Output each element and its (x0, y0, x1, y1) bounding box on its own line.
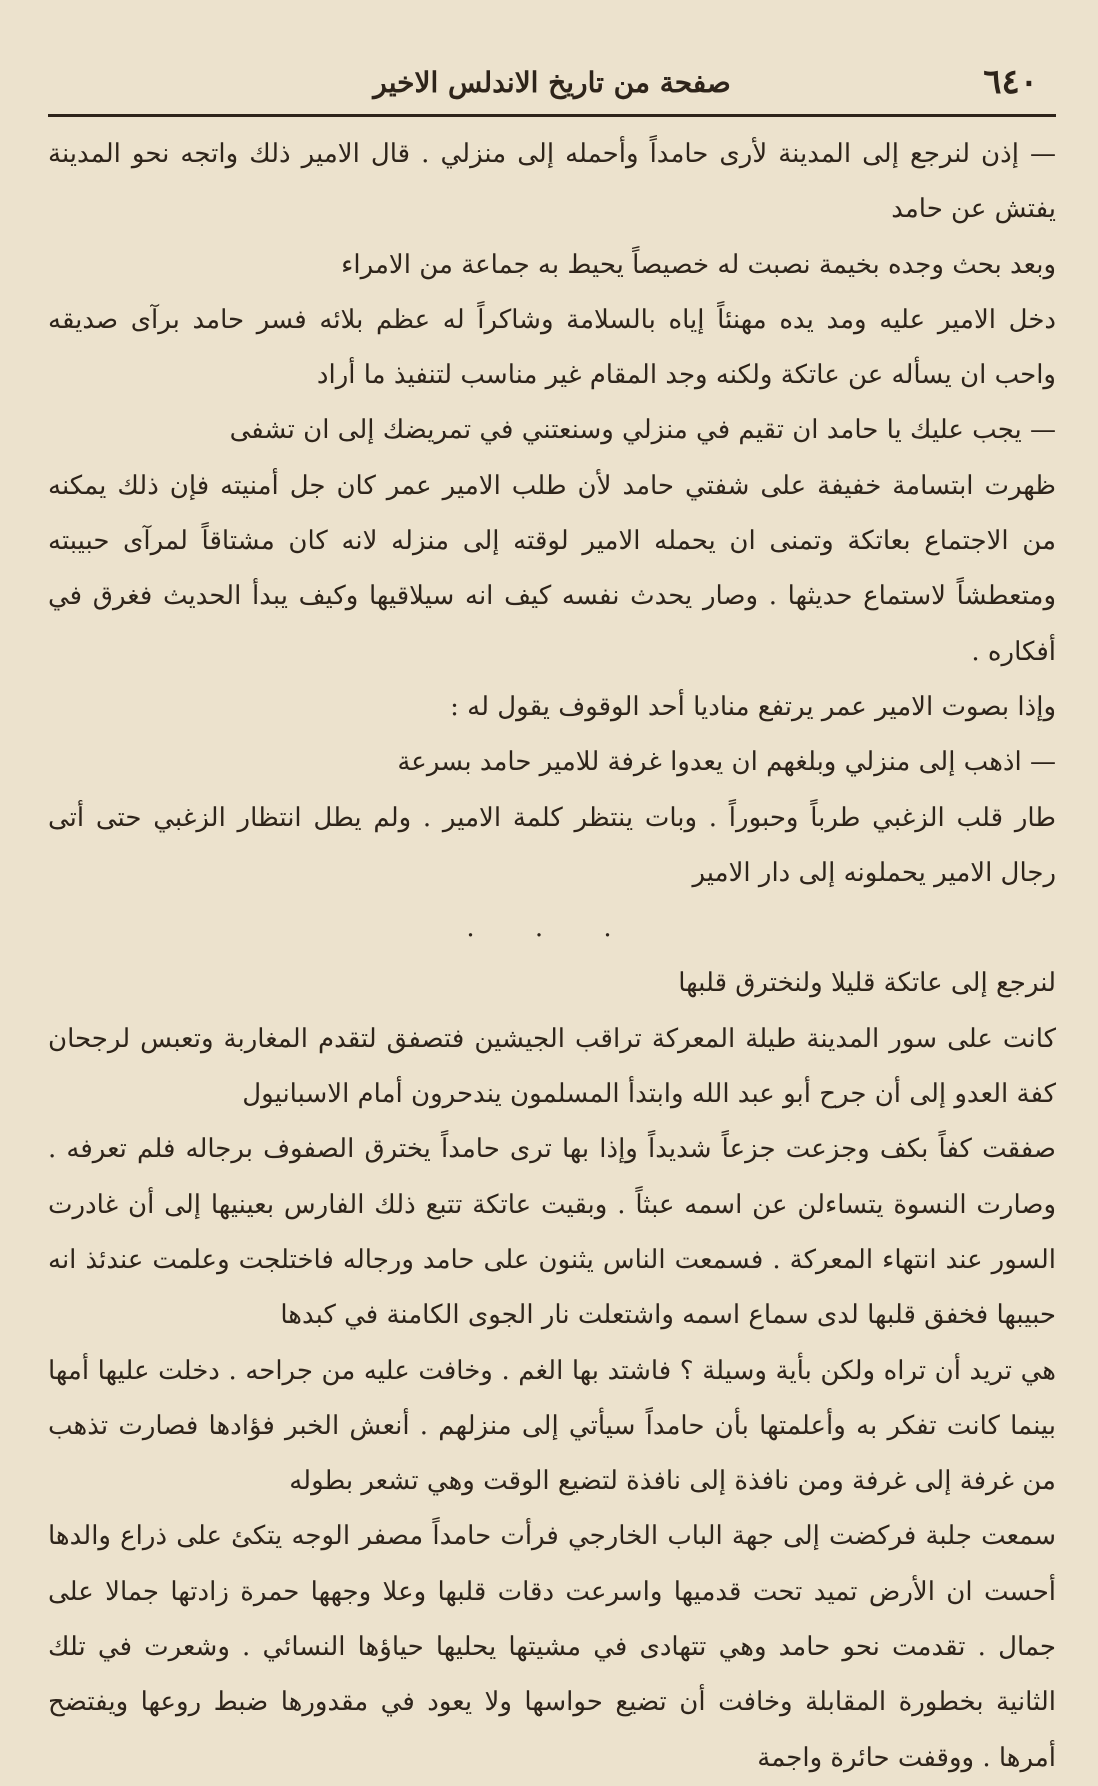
paragraph: هي تريد أن تراه ولكن بأية وسيلة ؟ فاشتد بها الغم . وخافت عليه من جراحه . دخلت عليها أمها بينما كانت تفكر به وأعلمتها بأن حامداً سيأتي إلى منزلهم . أنعش الخبر فؤادها فصارت تذهب من غرفة إلى غرفة ومن نافذة إلى نافذة لتضيع الوقت وهي تشعر بطوله (48, 1355, 1056, 1497)
paragraph: لنرجع إلى عاتكة قليلا ولنخترق قلبها (678, 968, 1056, 999)
paragraph: طار قلب الزغبي طرباً وحبوراً . وبات ينتظر كلمة الامير . ولم يطل انتظار الزغبي حتى أتى رجال الامير يحملونه إلى دار الامير (48, 802, 1056, 888)
page-header (48, 62, 1056, 117)
page-body (48, 127, 1056, 1786)
paragraph: صفقت كفاً بكف وجزعت جزعاً شديداً وإذا بها ترى حامداً يخترق الصفوف برجاله فلم تعرفه . وصارت النسوة يتساءلن عن اسمه عبثاً . وبقيت عاتكة تتبع ذلك الفارس بعينيها إلى أن غادرت السور عند انتهاء المعركة . فسمعت الناس يثنون على حامد ورجاله فاختلجت وعلمت عندئذ انه حبيبها فخفق قلبها لدى سماع اسمه واشتعلت نار الجوى الكامنة في كبدها (48, 1134, 1056, 1331)
page-number: ٦٤٠ (983, 62, 1038, 102)
paragraph: وبعد بحث وجده بخيمة نصبت له خصيصاً يحيط به جماعة من الامراء (341, 249, 1056, 280)
paragraph: كانت على سور المدينة طيلة المعركة تراقب الجيشين فتصفق لتقدم المغاربة وتعبس لرجحان كفة العدو إلى أن جرح أبو عبد الله وابتدأ المسلمون يندحرون أمام الاسبانيول (48, 1023, 1056, 1110)
paragraph: دخل الامير عليه ومد يده مهنئاً إياه بالسلامة وشاكراً له عظم بلائه فسر حامد برآى صديقه واحب ان يسأله عن عاتكة ولكنه وجد المقام غير مناسب لتنفيذ ما أراد (48, 304, 1056, 391)
paragraph: وإذا بصوت الامير عمر يرتفع مناديا أحد الوقوف يقول له : (450, 691, 1056, 722)
running-title: صفحة من تاريخ الاندلس الاخير (373, 66, 731, 99)
paragraph: — يجب عليك يا حامد ان تقيم في منزلي وسنعتني في تمريضك إلى ان تشفى (229, 415, 1056, 446)
section-separator: . . . (466, 913, 638, 944)
paragraph: — إذن لنرجع إلى المدينة لأرى حامداً وأحمله إلى منزلي . قال الامير ذلك واتجه نحو المدينة يفتش عن حامد (48, 139, 1056, 225)
paragraph: — اذهب إلى منزلي وبلغهم ان يعدوا غرفة للامير حامد بسرعة (397, 747, 1056, 778)
paragraph: ظهرت ابتسامة خفيفة على شفتي حامد لأن طلب الامير عمر كان جل أمنيته فإن ذلك يمكنه من الاجتماع بعاتكة وتمنى ان يحمله الامير لوقته إلى منزله لانه كان مشتاقاً لمرآى حبيبته ومتعطشاً لاستماع حديثها . وصار يحدث نفسه كيف انه سيلاقيها وكيف يبدأ الحديث فغرق في أفكاره . (48, 470, 1056, 667)
paragraph: سمعت جلبة فركضت إلى جهة الباب الخارجي فرأت حامداً مصفر الوجه يتكئ على ذراع والدها أحست ان الأرض تميد تحت قدميها واسرعت دقات قلبها وعلا وجهها حمرة زادتها جمالا على جمال . تقدمت نحو حامد وهي تتهادى في مشيتها يحليها حياؤها النسائي . وشعرت في تلك الثانية بخطورة المقابلة وخافت أن تضيع حواسها ولا يعود في مقدورها ضبط روعها ويفتضح أمرها . ووقفت حائرة واجمة (48, 1521, 1056, 1773)
